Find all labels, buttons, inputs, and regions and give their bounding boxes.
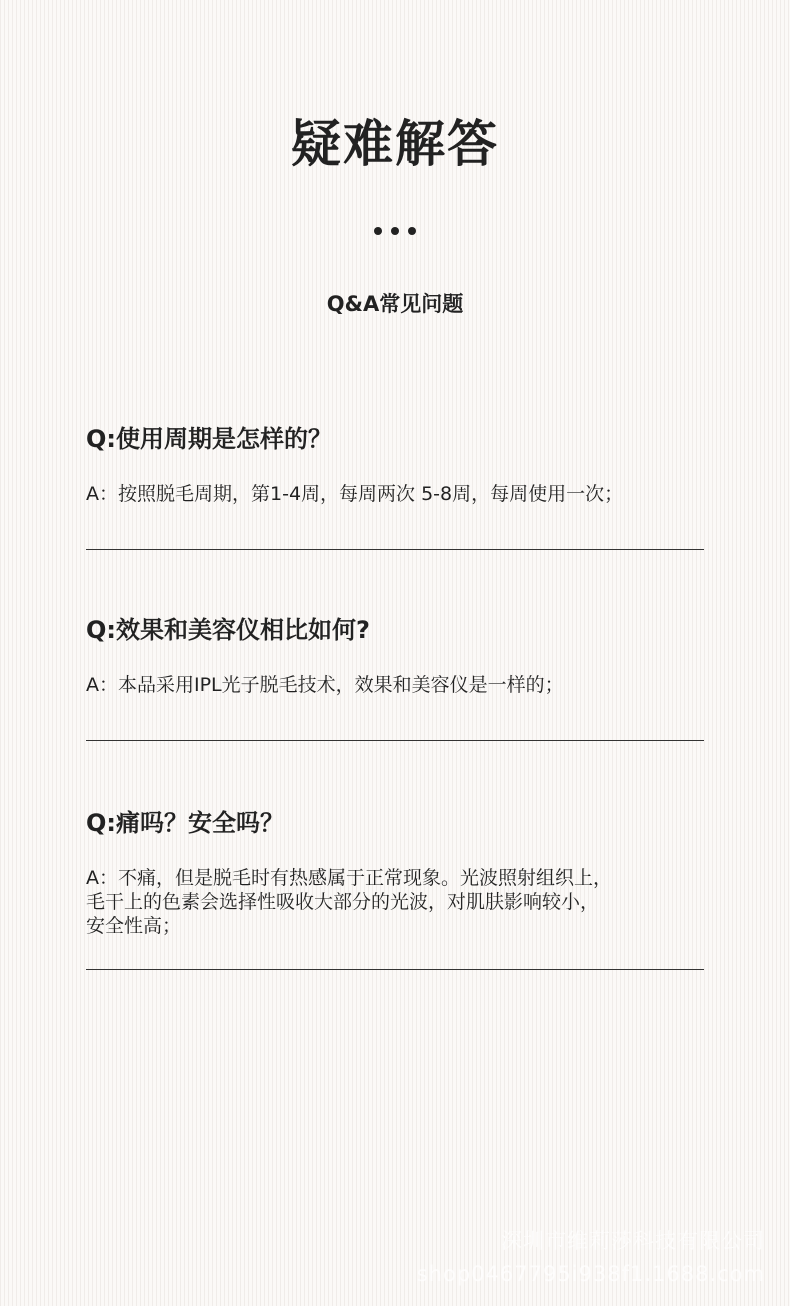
answer-text: A：本品采用IPL光子脱毛技术，效果和美容仪是一样的； xyxy=(86,674,564,696)
answer-line: 毛干上的色素会选择性吸收大部分的光波，对肌肤影响较小， xyxy=(86,891,600,913)
answer-line: 安全性高； xyxy=(86,915,182,937)
dot-icon xyxy=(408,227,416,235)
dot-icon xyxy=(391,227,399,235)
title-dots-ornament xyxy=(0,227,790,235)
answer-line: A：不痛，但是脱毛时有热感属于正常现象。光波照射组织上， xyxy=(86,867,612,889)
page-title: 疑难解答 xyxy=(291,115,499,173)
watermark-shop: shop0467795i938f1.1688.com xyxy=(416,1262,765,1286)
answer-text xyxy=(86,866,704,938)
page-subtitle: Q&A常见问题 xyxy=(326,292,464,316)
qa-item xyxy=(86,613,704,697)
question-text: Q:痛吗？安全吗？ xyxy=(86,809,284,837)
qa-item xyxy=(86,806,704,938)
divider xyxy=(86,969,704,970)
question-text: Q:效果和美容仪相比如何? xyxy=(86,616,370,644)
qa-item xyxy=(86,422,704,506)
question-text: Q:使用周期是怎样的？ xyxy=(86,425,332,453)
divider xyxy=(86,740,704,741)
answer-text: A：按照脱毛周期，第1-4周，每周两次 5-8周，每周使用一次； xyxy=(86,483,624,505)
dot-icon xyxy=(374,227,382,235)
divider xyxy=(86,549,704,550)
watermark-company: 深圳市维莉莎科技有限公司 xyxy=(501,1229,765,1253)
